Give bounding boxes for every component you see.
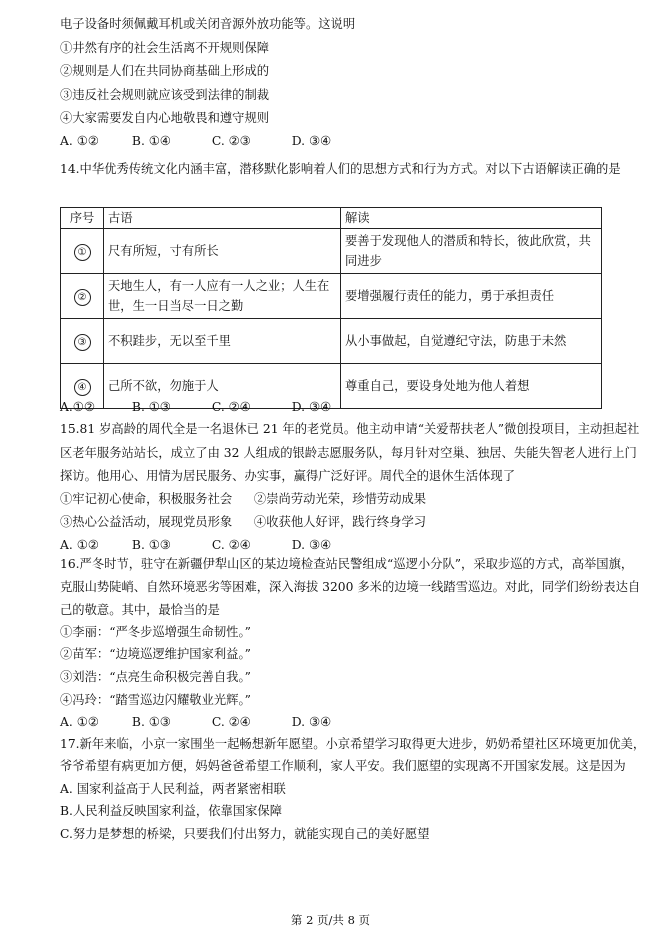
q16-statement-1: ①李丽：“严冬步巡增强生命韧性。” [60,625,251,639]
q13-options [60,133,331,149]
q16-statement-4: ④冯玲：“踏雪巡边闪耀敬业光辉。” [60,693,251,707]
q16-stem-line-1: 16.严冬时节，驻守在新疆伊犁山区的某边境检查站民警组成“巡逻小分队”，采取步巡的方式，高举国旗， [60,557,634,571]
q15-statements-row-1 [60,491,426,507]
q14-option-d[interactable]: D. ③④ [291,400,332,414]
q15-statement-3: ③热心公益活动，展现党员形象 [60,515,233,529]
q13-option-c[interactable]: C. ②③ [211,134,251,148]
q13-statement-1: ①井然有序的社会生活离不开规则保障 [60,41,270,55]
q15-stem-line-3: 探访。他用心、用情为居民服务、办实事，赢得广泛好评。周代全的退休生活体现了 [60,469,515,483]
q14-option-c[interactable]: C. ②④ [211,400,251,414]
row-number: ② [74,289,91,306]
q15-statement-2: ②崇尚劳动光荣，珍惜劳动成果 [253,492,427,506]
q16-options [60,714,331,730]
q14-sayings-table [60,207,602,409]
row-index [61,319,104,364]
table-row [61,274,602,319]
q15-stem-line-1: 15.81 岁高龄的周代全是一名退休已 21 年的老党员。他主动申请“关爱帮扶老人”微创投项目，主动担起社 [60,422,640,436]
q15-statements-row-2 [60,514,426,530]
row-saying: 不积跬步，无以至千里 [104,319,341,364]
q17-stem-line-1: 17.新年来临，小京一家围坐一起畅想新年愿望。小京希望学习取得更大进步，奶奶希望社区环境更加优美， [60,737,646,751]
q13-option-b[interactable]: B. ①④ [131,134,171,148]
row-index [61,274,104,319]
row-number: ③ [74,334,91,351]
q16-statement-2: ②苗军：“边境巡逻维护国家利益。” [60,647,251,661]
q15-statement-1: ①牢记初心使命，积极服务社会 [60,492,233,506]
table-header-row [61,208,602,229]
header-index: 序号 [61,208,104,229]
q14-option-a[interactable]: A.①② [60,400,95,414]
q16-stem-line-2: 克服山势陡峭、自然环境恶劣等困难，深入海拔 3200 多米的边境一线踏雪巡边。对此，同学们纷纷表达自 [60,580,641,594]
q16-option-b[interactable]: B. ①③ [131,715,171,729]
q16-option-c[interactable]: C. ②④ [211,715,251,729]
q13-statement-4: ④大家需要发自内心地敬畏和遵守规则 [60,111,270,125]
q14-stem: 14.中华优秀传统文化内涵丰富，潜移默化影响着人们的思想方式和行为方式。对以下古语解读正确的是 [60,162,621,176]
q16-statement-3: ③刘浩：“点亮生命积极完善自我。” [60,670,251,684]
q17-choice-b[interactable]: B.人民利益反映国家利益，依靠国家保障 [60,804,282,818]
header-saying: 古语 [104,208,341,229]
row-saying: 天地生人，有一人应有一人之业；人生在世，生一日当尽一日之勤 [104,274,341,319]
q13-statement-3: ③违反社会规则就应该受到法律的制裁 [60,88,270,102]
row-number: ④ [74,379,91,396]
q16-option-d[interactable]: D. ③④ [291,715,332,729]
row-saying: 尺有所短，寸有所长 [104,229,341,274]
row-reading: 尊重自己，要设身处地为他人着想 [341,364,602,409]
header-reading: 解读 [341,208,602,229]
row-reading: 要善于发现他人的潜质和特长，彼此欣赏，共同进步 [341,229,602,274]
q17-choice-a[interactable]: A. 国家利益高于人民利益，两者紧密相联 [60,782,286,796]
q16-option-a[interactable]: A. ①② [60,715,99,729]
q15-option-b[interactable]: B. ①③ [131,538,171,552]
q15-options [60,537,331,553]
row-reading: 从小事做起，自觉遵纪守法，防患于未然 [341,319,602,364]
page-footer: 第 2 页/共 8 页 [290,913,371,927]
q17-choice-c[interactable]: C.努力是梦想的桥梁，只要我们付出努力，就能实现自己的美好愿望 [60,827,430,841]
q15-option-c[interactable]: C. ②④ [211,538,251,552]
q14-options [60,399,331,415]
q13-stem-tail: 电子设备时须佩戴耳机或关闭音源外放功能等。这说明 [60,17,356,31]
q15-option-a[interactable]: A. ①② [60,538,99,552]
q16-stem-line-3: 己的敬意。其中，最恰当的是 [60,603,220,617]
q14-option-b[interactable]: B. ①③ [131,400,171,414]
q15-option-d[interactable]: D. ③④ [291,538,332,552]
table-row [61,229,602,274]
table-row [61,319,602,364]
q17-stem-line-2: 爷爷希望有病更加方便，妈妈爸爸希望工作顺利，家人平安。我们愿望的实现离不开国家发展。这是因为 [60,759,626,773]
q15-statement-4: ④收获他人好评，践行终身学习 [253,515,427,529]
q15-stem-line-2: 区老年服务站站长，成立了由 32 人组成的银龄志愿服务队，每月针对空巢、独居、失能失智老人进行上门 [60,446,637,460]
row-saying: 己所不欲，勿施于人 [104,364,341,409]
q13-option-d[interactable]: D. ③④ [291,134,332,148]
row-index [61,229,104,274]
q13-option-a[interactable]: A. ①② [60,134,99,148]
row-number: ① [74,244,91,261]
q13-statement-2: ②规则是人们在共同协商基础上形成的 [60,64,270,78]
row-reading: 要增强履行责任的能力，勇于承担责任 [341,274,602,319]
